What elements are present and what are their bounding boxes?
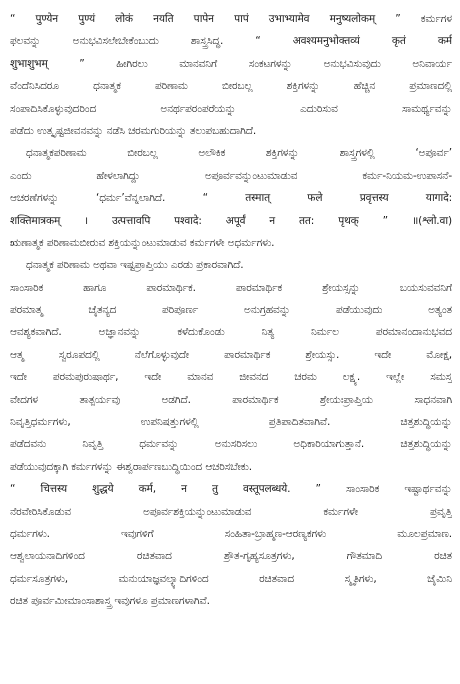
text-line: ಪಡೆದು ಉತ್ಕೃಷ್ಟಜೀವನವನ್ನು ನಡೆಸಿ ಚರಮಗುರಿಯನ್ನು ತಲುಪಬಹುದಾಗಿದೆ. — [10, 124, 257, 137]
paragraph-3 — [10, 254, 452, 478]
text-line: ಆಶ್ವಲಾಯನಾದಿಗಳಿಂದ ರಚಿತವಾದ ಶ್ರೌತ-ಗೃಹ್ಯಸೂತ್ರಗಳು, ಗೌತಮಾದಿ ರಚಿತ — [10, 550, 452, 563]
text-line: “ पुण्येन पुण्यं लोकं नयति पापेन पापं उभाभ्यामेव मनुष्यलोकम् ” ಕರ್ಮಗಳ — [10, 13, 452, 25]
text-line: ಧನಾತ್ಮಕ ಪರಿಣಾಮ ಅಥವಾ ಇಷ್ಟಪ್ರಾಪ್ತಿಯು ಎರಡು ಪ್ರಕಾರವಾಗಿದೆ. — [26, 259, 244, 272]
text-line: ಪಡೆಯುವುದಕ್ಕಾಗಿ ಕರ್ಮಗಳನ್ನು ಈಶ್ವರಾರ್ಪಣಬುದ್ಧಿಯಿಂದ ಆಚರಿಸಬೇಕು. — [10, 460, 252, 473]
text-line: ವೇದಗಳ ತಾತ್ಪರ್ಯವು ಅಡಗಿದೆ. ಪಾರಮಾರ್ಥಿಕ ಶ್ರೇಯಃಪ್ರಾಪ್ತಿಯ ಸಾಧನವಾಗಿ — [10, 393, 452, 406]
text-line: ವೆಂದೆನಿಸಿದರೂ ಧನಾತ್ಮಕ ಪರಿಣಾಮ ಬೀರಬಲ್ಲ ಶಕ್ತಿಗಳನ್ನು ಹೆಚ್ಚಿನ ಪ್ರಮಾಣದಲ್ಲಿ — [10, 80, 452, 93]
text-line: ಫಲವನ್ನು ಅನುಭವಿಸಲೇಬೇಕೆಂಬುದು ಶಾಸ್ತ್ರಸಿದ್ಧ. “ अवश्यमनुभोक्तव्यं कृतं कर्म — [10, 35, 452, 48]
text-line: ನೆರವೇರಿಸಿಕೊಡುವ ಅಪೂರ್ವಶಕ್ತಿಯನ್ನುಂಟುಮಾಡುವ ಕರ್ಮಗಳೇ ಪ್ರವೃತ್ತಿ — [10, 505, 452, 518]
text-line: ಎಂದು ಹೇಳಲಾಗಿದ್ದು ಅಪೂರ್ವವನ್ನುಂಟುಮಾಡುವ ಕರ್ಮ-ನಿಯಮ-ಉಪಾಸನೆ- — [10, 169, 452, 182]
text-line: ಧನಾತ್ಮಕಪರಿಣಾಮ ಬೀರಬಲ್ಲ ಅಲೌಕಿಕ ಶಕ್ತಿಗಳನ್ನು ಶಾಸ್ತ್ರಗಳಲ್ಲಿ ‘ಅಪೂರ್ವ’ — [26, 147, 452, 160]
text-line: शुभाशुभम् ” ಹೀಗಿರಲು ಮಾನವನಿಗೆ ಸಂಕಟಗಳನ್ನು ಅನುಭವಿಸುವುದು ಅನಿವಾರ್ಯ — [10, 57, 452, 70]
text-line: ಆಚರಣೆಗಳನ್ನು ‘ಧರ್ಮ’ವೆನ್ನಲಾಗಿದೆ. “ तस्मात् फले प्रवृत्तस्य यागादे: — [10, 192, 452, 205]
text-line: ರಚಿತ ಪೂರ್ವಮೀಮಾಂಸಾಶಾಸ್ತ್ರ ಇವುಗಳೂ ಪ್ರಮಾಣಗಳಾಗಿವೆ. — [10, 595, 210, 608]
text-line: शक्तिमात्रकम् । उत्पत्तावपि पश्वादे: अपूर्वं न तत: पृथक् ” ॥(श्लो.वा) — [10, 214, 452, 227]
text-line: ಆವಶ್ಯಕವಾಗಿದೆ. ಅಜ್ಞಾನವನ್ನು ಕಳೆದುಕೊಂಡು ನಿತ್ಯ ನಿರ್ಮಲ ಪರಮಾನಂದಾನುಭವದ — [10, 326, 452, 339]
text-line: “ चित्तस्य शुद्धये कर्म, न तु वस्तूपलब्धये. ” ಸಾಂಸಾರಿಕ ಇಷ್ಟಾರ್ಥವನ್ನು — [10, 483, 452, 496]
text-line: ಋಣಾತ್ಮಕ ಪರಿಣಾಮಬೀರುವ ಶಕ್ತಿಯನ್ನುಂಟುಮಾಡುವ ಕರ್ಮಗಳೇ ಅಧರ್ಮಗಳು. — [10, 236, 275, 249]
text-line: ಧರ್ಮಸೂತ್ರಗಳು, ಮನುಯಾಜ್ಞವಲ್ಕ್ಯಾದಿಗಳಿಂದ ರಚಿತವಾದ ಸ್ಮೃತಿಗಳು, ಜೈಮಿನಿ — [10, 572, 452, 585]
text-line: ಪರಮಾತ್ಮ ಚೈತನ್ಯದ ಪರಿಪೂರ್ಣ ಅನುಗ್ರಹವನ್ನು ಪಡೆಯುವುದು ಅತ್ಯಂತ — [10, 304, 452, 317]
text-line: ಸಂಪಾದಿಸಿಕೊಳ್ಳುವುದರಿಂದ ಅನರ್ಥಪರಂಪರೆಯನ್ನು ಎದುರಿಸುವ ಸಾಮರ್ಥ್ಯವನ್ನು — [10, 102, 452, 115]
text-line: ಇದೇ ಪರಮಪುರುಷಾರ್ಥ, ಇದೇ ಮಾನವ ಜೀವನದ ಚರಮ ಲಕ್ಷ್ಯ. ಇಲ್ಲೇ ಸಮಸ್ತ — [10, 371, 452, 384]
paragraph-1 — [10, 8, 452, 142]
text-line: ಆತ್ಮ ಸ್ವರೂಪದಲ್ಲಿ ನೆಲೆಗೊಳ್ಳುವುದೇ ಪಾರಮಾರ್ಥಿಕ ಶ್ರೇಯಸ್ಸು. ಇದೇ ಮೋಕ್ಷ, — [10, 348, 452, 361]
text-line: ಸಾಂಸಾರಿಕ ಹಾಗೂ ಪಾರಮಾರ್ಥಿಕ. ಪಾರಮಾರ್ಥಿಕ ಶ್ರೇಯಸ್ಸನ್ನು ಬಯಸುವವನಿಗೆ — [10, 281, 452, 294]
paragraph-2 — [10, 142, 452, 254]
text-line: ಪಡೆದವನು ನಿವೃತ್ತಿ ಧರ್ಮವನ್ನು ಅನುಸರಿಸಲು ಅಧಿಕಾರಿಯಾಗುತ್ತಾನೆ. ಚಿತ್ತಶುದ್ಧಿಯನ್ನು — [10, 438, 452, 451]
paragraph-4 — [10, 478, 452, 612]
text-line: ಧರ್ಮಗಳು. ಇವುಗಳಿಗೆ ಸಂಹಿತಾ-ಬ್ರಾಹ್ಮಣ-ಆರಣ್ಯಕಗಳು ಮೂಲಪ್ರಮಾಣ. — [10, 527, 452, 540]
text-line: ನಿವೃತ್ತಿಧರ್ಮಗಳು, ಉಪನಿಷತ್ತುಗಳಲ್ಲಿ ಪ್ರತಿಪಾದಿತವಾಗಿವೆ. ಚಿತ್ತಶುದ್ಧಿಯನ್ನು — [10, 416, 452, 429]
